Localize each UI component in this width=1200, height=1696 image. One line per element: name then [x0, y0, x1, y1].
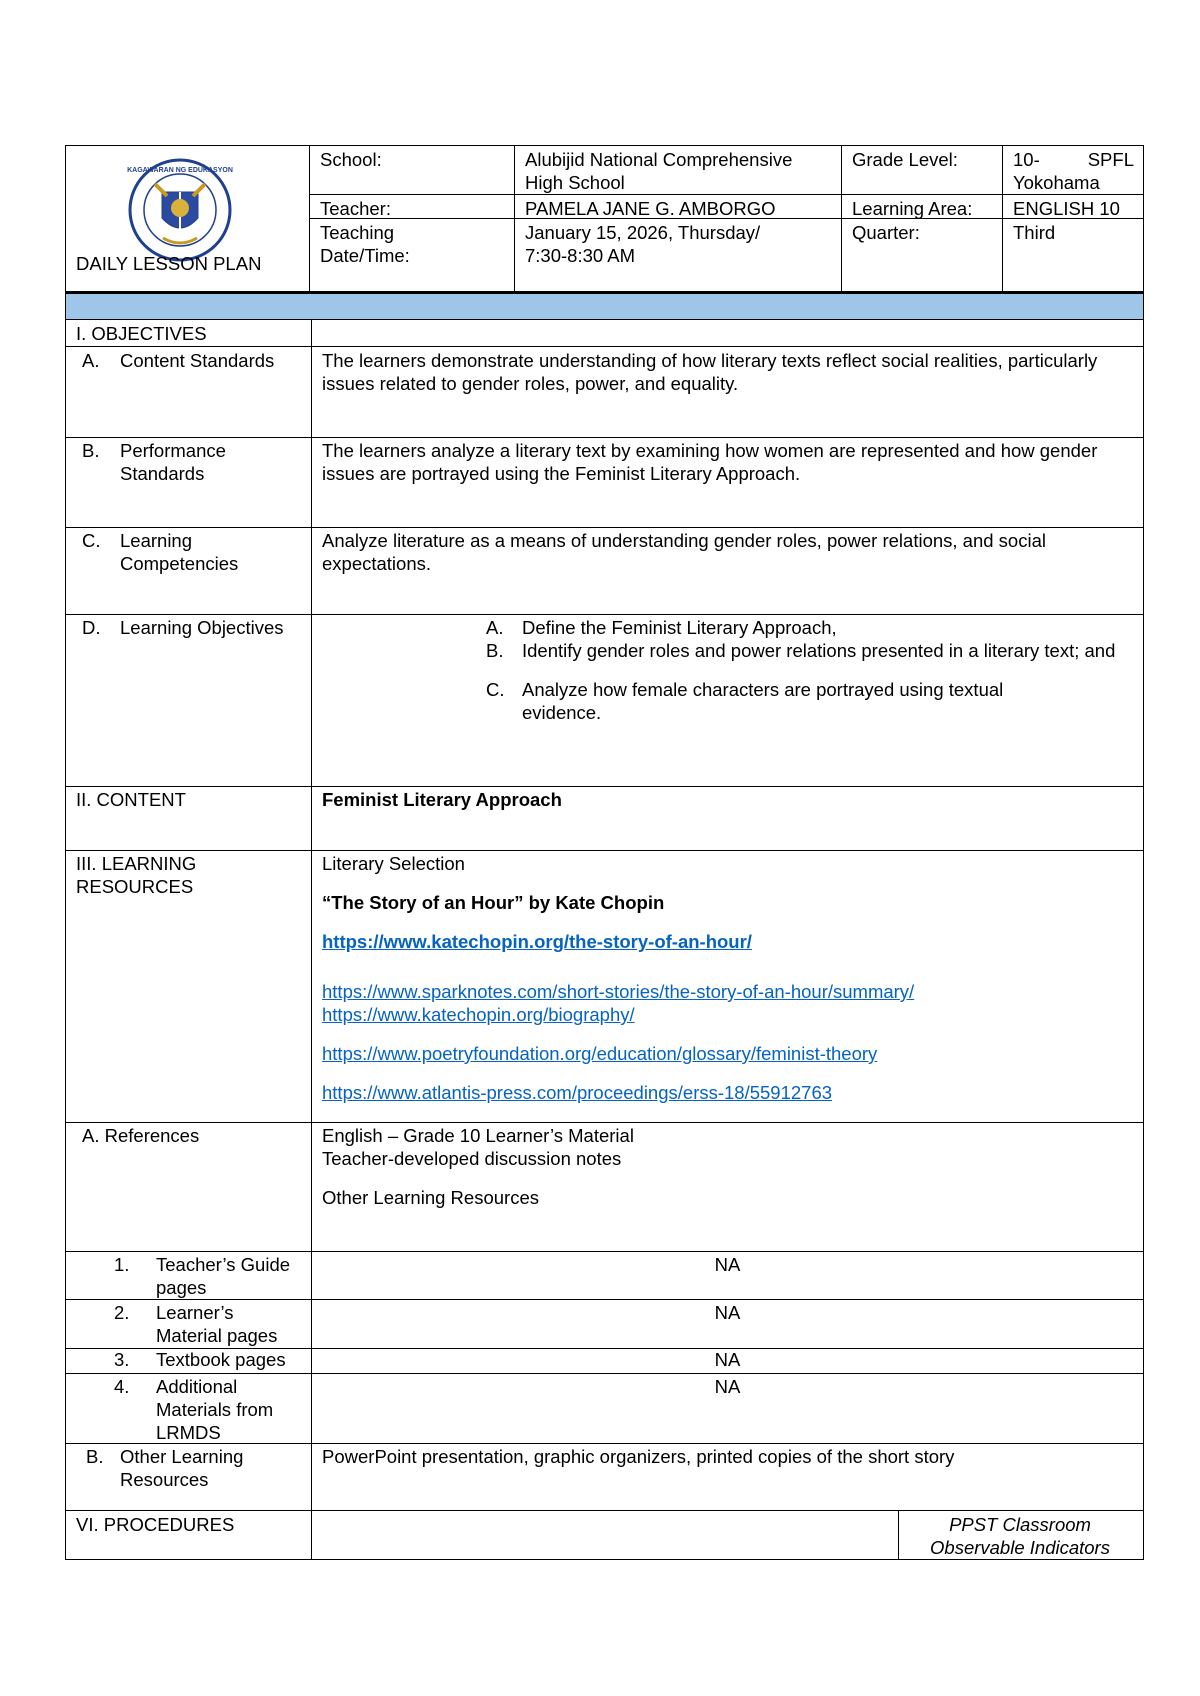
- learning-competencies-text: Learning Competencies: [120, 530, 239, 574]
- procedures-heading: VI. PROCEDURES: [76, 1514, 235, 1535]
- grade-level-number: 10-: [1013, 149, 1040, 170]
- content-standards-label: [72, 347, 308, 374]
- objectives-heading: I. OBJECTIVES: [76, 323, 207, 344]
- time-value: 7:30-8:30 AM: [525, 245, 636, 266]
- deped-seal-icon: [125, 158, 235, 262]
- content-standards-value: The learners demonstrate understanding of how literary texts reflect social realities, particularly issues related to gender roles, power, and equality.: [322, 350, 1098, 394]
- list-item-text: Define the Feminist Literary Approach,: [522, 617, 837, 638]
- other-resources-value: PowerPoint presentation, graphic organizers, printed copies of the short story: [322, 1446, 955, 1467]
- reference-line: Teacher-developed discussion notes: [322, 1148, 622, 1169]
- learning-objectives-list: [486, 616, 1126, 724]
- reference-line: English – Grade 10 Learner’s Material: [322, 1125, 634, 1146]
- learning-objectives-label: [72, 614, 308, 641]
- date-time-value: [515, 219, 840, 269]
- grade-level-label: Grade Level:: [852, 149, 958, 170]
- learning-area-value: ENGLISH 10: [1013, 198, 1120, 219]
- performance-standards-value: The learners analyze a literary text by examining how women are represented and how gender issues are portrayed using the Feminist Literary Approach.: [322, 440, 1098, 484]
- reference-item-label: 4. Additional Materials from LRMDS: [114, 1376, 274, 1443]
- selection-label: Literary Selection: [322, 853, 465, 874]
- reference-item-value: NA: [714, 1376, 741, 1397]
- references-label: A. References: [82, 1125, 200, 1146]
- school-label: School:: [320, 149, 382, 170]
- reference-item-value: NA: [714, 1349, 741, 1370]
- reference-item-label: 3. Textbook pages: [114, 1349, 286, 1370]
- link-sparknotes[interactable]: https://www.sparknotes.com/short-stories/the-story-of-an-hour/summary/: [322, 981, 915, 1002]
- references-content: [312, 1122, 1143, 1211]
- performance-standards-label: [72, 437, 308, 487]
- link-biography[interactable]: https://www.katechopin.org/biography/: [322, 1004, 635, 1025]
- content-standards-num: A.: [82, 350, 100, 371]
- resources-content: [312, 850, 1143, 1106]
- reference-item-value: NA: [714, 1254, 741, 1275]
- other-resources-label: B. Other Learning Resources: [86, 1446, 244, 1490]
- learning-competencies-label: [72, 527, 308, 577]
- list-item-num: C.: [486, 679, 505, 700]
- reference-item-value: NA: [714, 1302, 741, 1323]
- date-time-label: Teaching Date/Time:: [320, 222, 410, 266]
- list-item: [486, 678, 1126, 724]
- date-value: January 15, 2026, Thursday/: [525, 222, 761, 243]
- teacher-value: PAMELA JANE G. AMBORGO: [525, 198, 776, 219]
- link-atlantis-press[interactable]: https://www.atlantis-press.com/proceedings/erss-18/55912763: [322, 1082, 833, 1103]
- learning-objectives-text: Learning Objectives: [120, 617, 284, 638]
- list-item: [486, 639, 1126, 662]
- school-value: Alubijid National Comprehensive High School: [525, 149, 793, 193]
- grade-level-value: [1003, 146, 1144, 196]
- learning-competencies-value: Analyze literature as a means of understanding gender roles, power relations, and social expectations.: [322, 530, 1046, 574]
- svg-text:KAGAWARAN NG EDUKASYON: KAGAWARAN NG EDUKASYON: [127, 167, 233, 174]
- section-band: [65, 292, 1144, 320]
- grade-level-program: SPFL: [1087, 149, 1134, 170]
- list-item-num: A.: [486, 617, 504, 638]
- list-item: [486, 616, 1126, 639]
- content-standards-text: Content Standards: [120, 350, 275, 371]
- learning-objectives-num: D.: [82, 617, 101, 638]
- grade-level-section: Yokohama: [1013, 172, 1100, 193]
- page-title: DAILY LESSON PLAN: [76, 253, 262, 274]
- learning-competencies-num: C.: [82, 530, 101, 551]
- quarter-label: Quarter:: [852, 222, 920, 243]
- story-title: “The Story of an Hour” by Kate Chopin: [322, 892, 665, 913]
- list-item-text: Analyze how female characters are portrayed using textual evidence.: [522, 679, 1004, 723]
- content-heading: II. CONTENT: [76, 789, 186, 810]
- reference-item-label: 1. Teacher’s Guide pages: [114, 1254, 291, 1298]
- reference-item-label: 2. Learner’s Material pages: [114, 1302, 278, 1346]
- reference-line: Other Learning Resources: [322, 1187, 539, 1208]
- list-item-num: B.: [486, 640, 504, 661]
- performance-standards-num: B.: [82, 440, 100, 461]
- resources-heading: III. LEARNING RESOURCES: [76, 853, 197, 897]
- link-story[interactable]: https://www.katechopin.org/the-story-of-an-hour/: [322, 931, 752, 952]
- link-poetry-foundation[interactable]: https://www.poetryfoundation.org/education/glossary/feminist-theory: [322, 1043, 878, 1064]
- learning-area-label: Learning Area:: [852, 198, 973, 219]
- content-topic: Feminist Literary Approach: [322, 789, 562, 810]
- list-item-text: Identify gender roles and power relations presented in a literary text; and: [522, 640, 1116, 661]
- performance-standards-text: Performance Standards: [120, 440, 226, 484]
- ppst-indicators-heading: PPST Classroom Observable Indicators: [930, 1514, 1110, 1558]
- quarter-value: Third: [1013, 222, 1056, 243]
- teacher-label: Teacher:: [320, 198, 391, 219]
